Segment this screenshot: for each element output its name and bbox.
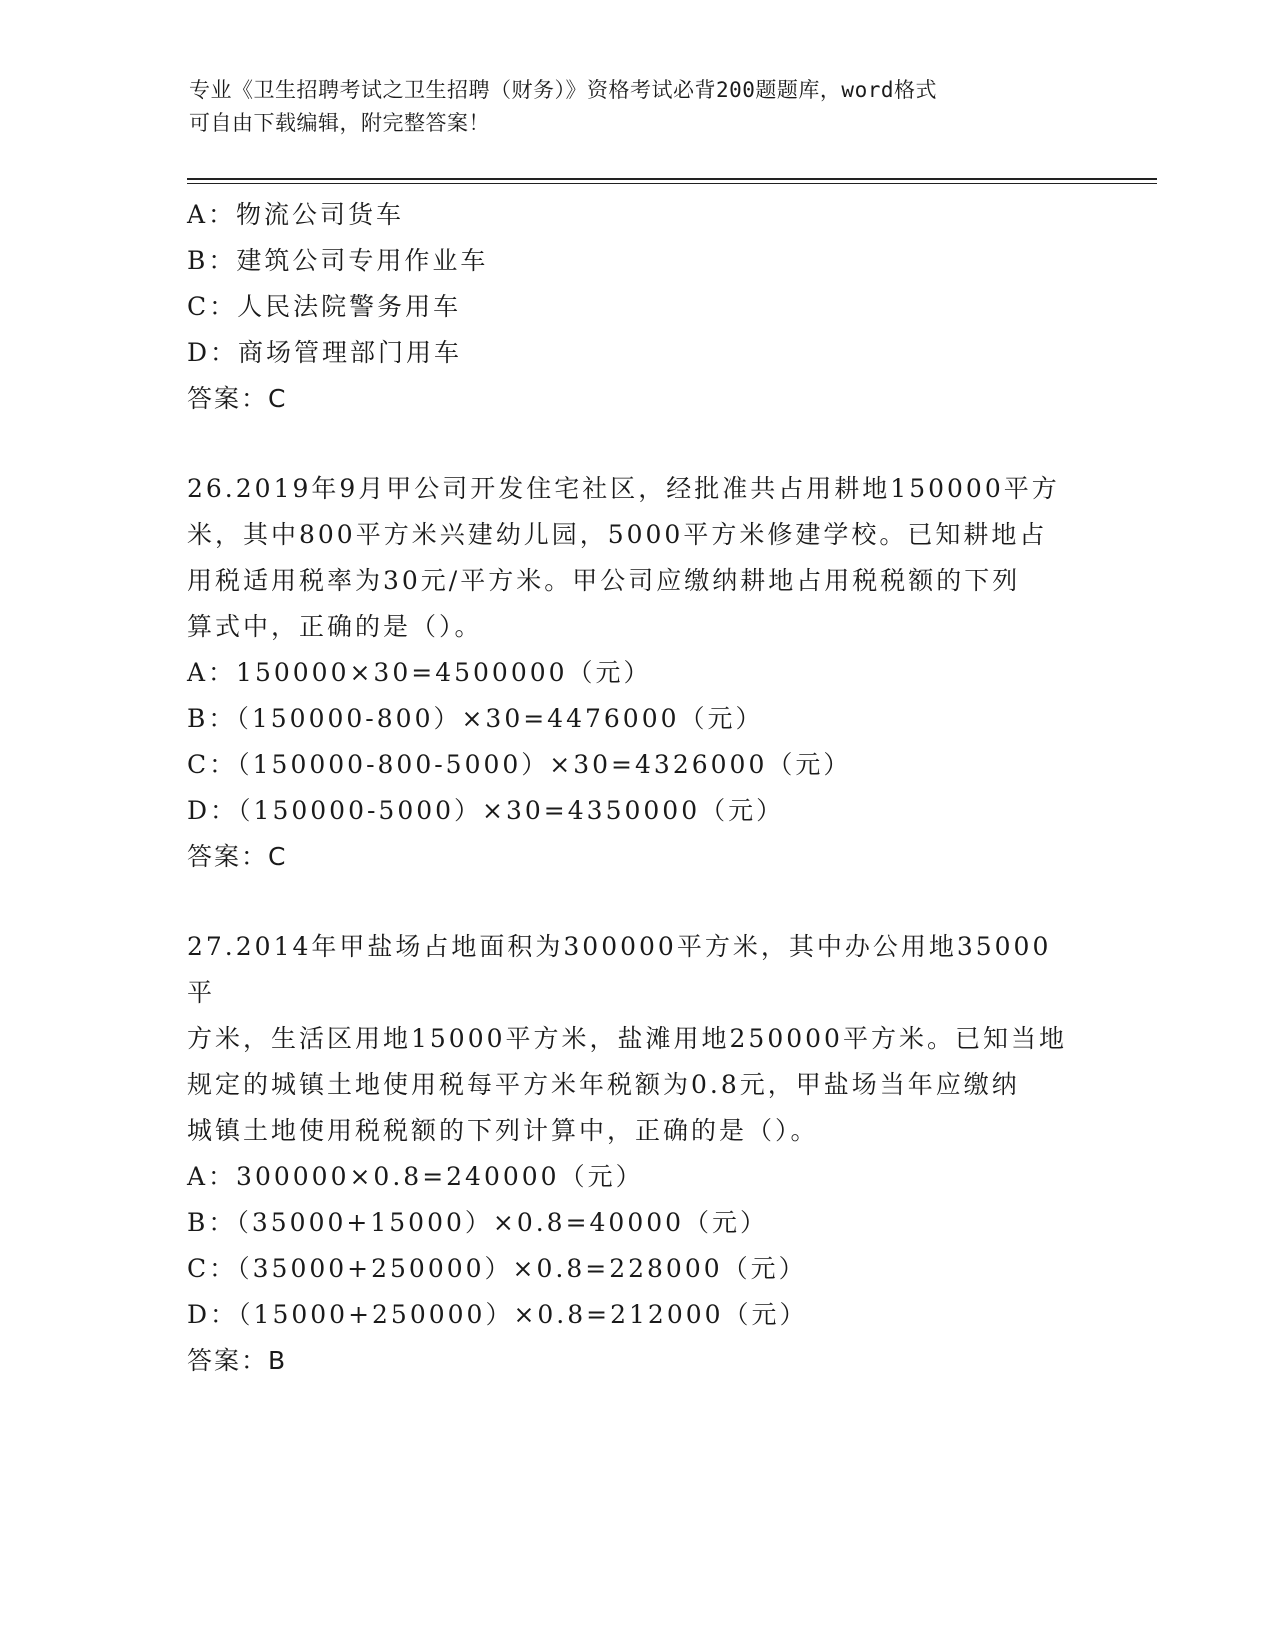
option-d: D：商场管理部门用车 <box>187 338 463 367</box>
header-line-2: 可自由下载编辑，附完整答案！ <box>189 111 490 135</box>
option-b: B：（150000-800）×30=4476000（元） <box>187 704 764 733</box>
document-header <box>189 74 1089 140</box>
option-a: A：150000×30=4500000（元） <box>187 658 652 687</box>
header-divider-thick <box>187 178 1157 180</box>
stem-line: 规定的城镇土地使用税每平方米年税额为0.8元，甲盐场当年应缴纳 <box>187 1070 1020 1099</box>
answer: 答案：C <box>187 384 288 413</box>
question-26 <box>187 466 1077 880</box>
option-b: B：（35000+15000）×0.8=40000（元） <box>187 1208 769 1237</box>
stem-line: 用税适用税率为30元/平方米。甲公司应缴纳耕地占用税税额的下列 <box>187 566 1021 595</box>
stem-line: 米，其中800平方米兴建幼儿园，5000平方米修建学校。已知耕地占 <box>187 520 1048 549</box>
stem-line: 27.2014年甲盐场占地面积为300000平方米，其中办公用地35000平 <box>187 932 1052 1007</box>
stem-line: 城镇土地使用税税额的下列计算中，正确的是（）。 <box>187 1116 819 1145</box>
option-d: D：（15000+250000）×0.8=212000（元） <box>187 1300 808 1329</box>
answer: 答案：C <box>187 842 288 871</box>
option-d: D：（150000-5000）×30=4350000（元） <box>187 796 785 825</box>
header-line-1: 专业《卫生招聘考试之卫生招聘（财务）》资格考试必背200题题库，word格式 <box>189 78 937 102</box>
question-25 <box>187 192 1077 422</box>
stem-line: 26.2019年9月甲公司开发住宅社区，经批准共占用耕地150000平方 <box>187 474 1060 503</box>
option-c: C：（150000-800-5000）×30=4326000（元） <box>187 750 852 779</box>
question-spacer <box>187 880 1077 924</box>
option-b: B：建筑公司专用作业车 <box>187 246 489 275</box>
header-divider-thin <box>187 183 1157 184</box>
option-c: C：（35000+250000）×0.8=228000（元） <box>187 1254 807 1283</box>
answer: 答案：B <box>187 1346 288 1375</box>
option-a: A：300000×0.8=240000（元） <box>187 1162 644 1191</box>
option-c: C：人民法院警务用车 <box>187 292 462 321</box>
option-a: A：物流公司货车 <box>187 200 405 229</box>
question-stem <box>187 466 1077 650</box>
stem-line: 方米，生活区用地15000平方米，盐滩用地250000平方米。已知当地 <box>187 1024 1067 1053</box>
stem-line: 算式中，正确的是（）。 <box>187 612 483 641</box>
question-content <box>187 192 1077 1384</box>
question-27 <box>187 924 1077 1384</box>
question-stem <box>187 924 1077 1154</box>
question-spacer <box>187 422 1077 466</box>
